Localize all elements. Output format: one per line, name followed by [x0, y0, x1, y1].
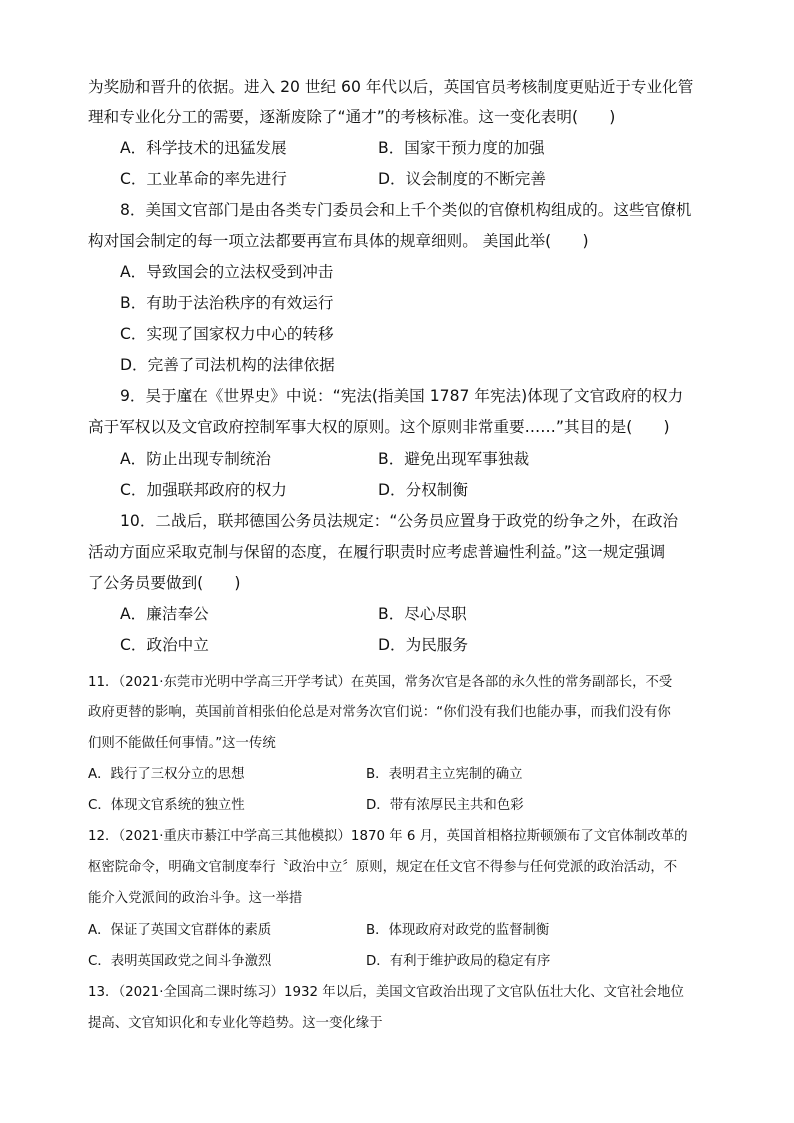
question-text-line: 12．（2021·重庆市綦江中学高三其他模拟）1870 年 6 月，英国首相格拉斯顿颁布了文官体制改革的 — [88, 829, 688, 844]
question-text-line: 9．吴于廑在《世界史》中说：“宪法(指美国 1787 年宪法)体现了文官政府的权力 — [120, 387, 684, 405]
question-text-line: 10．二战后，联邦德国公务员法规定：“公务员应置身于政党的纷争之外，在政治 — [120, 512, 679, 530]
option-b[interactable]: B．表明君主立宪制的确立 — [366, 767, 523, 782]
option-c[interactable]: C．工业革命的率先进行 — [120, 170, 287, 188]
option-a[interactable]: A．保证了英国文官群体的素质 — [88, 923, 272, 938]
option-b[interactable]: B．体现政府对政党的监督制衡 — [366, 923, 550, 938]
option-a[interactable]: A．践行了三权分立的思想 — [88, 767, 245, 782]
option-a[interactable]: A．科学技术的迅猛发展 — [120, 139, 287, 157]
option-b[interactable]: B．有助于法治秩序的有效运行 — [120, 294, 334, 312]
question-text-line: 提高、文官知识化和专业化等趋势。这一变化缘于 — [88, 1016, 383, 1031]
option-c[interactable]: C．实现了国家权力中心的转移 — [120, 325, 334, 343]
question-text-line: 枢密院命令，明确文官制度奉行〝政治中立〞原则，规定在任文官不得参与任何党派的政治活动，不 — [88, 860, 678, 875]
question-text-line: 11．（2021·东莞市光明中学高三开学考试）在英国，常务次官是各部的永久性的常务副部长，不受 — [88, 675, 673, 690]
option-a[interactable]: A．廉洁奉公 — [120, 605, 209, 623]
option-d[interactable]: D．为民服务 — [378, 636, 468, 654]
question-text-line: 构对国会制定的每一项立法都要再宣布具体的规章细则。 美国此举( ) — [88, 232, 589, 250]
option-d[interactable]: D．完善了司法机构的法律依据 — [120, 356, 335, 374]
question-text-line: 能介入党派间的政治斗争。这一举措 — [88, 891, 303, 906]
option-c[interactable]: C．政治中立 — [120, 636, 209, 654]
question-text-line: 活动方面应采取克制与保留的态度，在履行职责时应考虑普遍性利益。”这一规定强调 — [88, 543, 666, 561]
question-text-line: 8．美国文官部门是由各类专门委员会和上千个类似的官僚机构组成的。这些官僚机 — [120, 201, 692, 219]
question-text-line: 高于军权以及文官政府控制军事大权的原则。这个原则非常重要……”其目的是( ) — [88, 418, 670, 436]
question-text-line: 了公务员要做到( ) — [88, 574, 241, 592]
question-text-line: 13．（2021·全国高二课时练习）1932 年以后，美国文官政治出现了文官队伍壮大化、文官社会地位 — [88, 985, 684, 1000]
option-b[interactable]: B．尽心尽职 — [378, 605, 467, 623]
question-text-line: 理和专业化分工的需要，逐渐废除了“通才”的考核标准。这一变化表明( ) — [88, 108, 616, 126]
question-text-line: 政府更替的影响，英国前首相张伯伦总是对常务次官们说：“你们没有我们也能办事，而我们没有你 — [88, 705, 671, 720]
option-c[interactable]: C．表明英国政党之间斗争激烈 — [88, 954, 272, 969]
question-text-line: 为奖励和晋升的依据。进入 20 世纪 60 年代以后，英国官员考核制度更贴近于专业化管 — [88, 78, 694, 96]
option-c[interactable]: C．体现文官系统的独立性 — [88, 798, 245, 813]
option-d[interactable]: D．分权制衡 — [378, 481, 468, 499]
option-b[interactable]: B．避免出现军事独裁 — [378, 450, 530, 468]
option-b[interactable]: B．国家干预力度的加强 — [378, 139, 545, 157]
option-a[interactable]: A．防止出现专制统治 — [120, 450, 272, 468]
option-a[interactable]: A．导致国会的立法权受到冲击 — [120, 263, 334, 281]
option-d[interactable]: D．有利于维护政局的稳定有序 — [366, 954, 551, 969]
option-c[interactable]: C．加强联邦政府的权力 — [120, 481, 287, 499]
option-d[interactable]: D．议会制度的不断完善 — [378, 170, 546, 188]
question-text-line: 们则不能做任何事情。”这一传统 — [88, 736, 276, 751]
option-d[interactable]: D．带有浓厚民主共和色彩 — [366, 798, 524, 813]
